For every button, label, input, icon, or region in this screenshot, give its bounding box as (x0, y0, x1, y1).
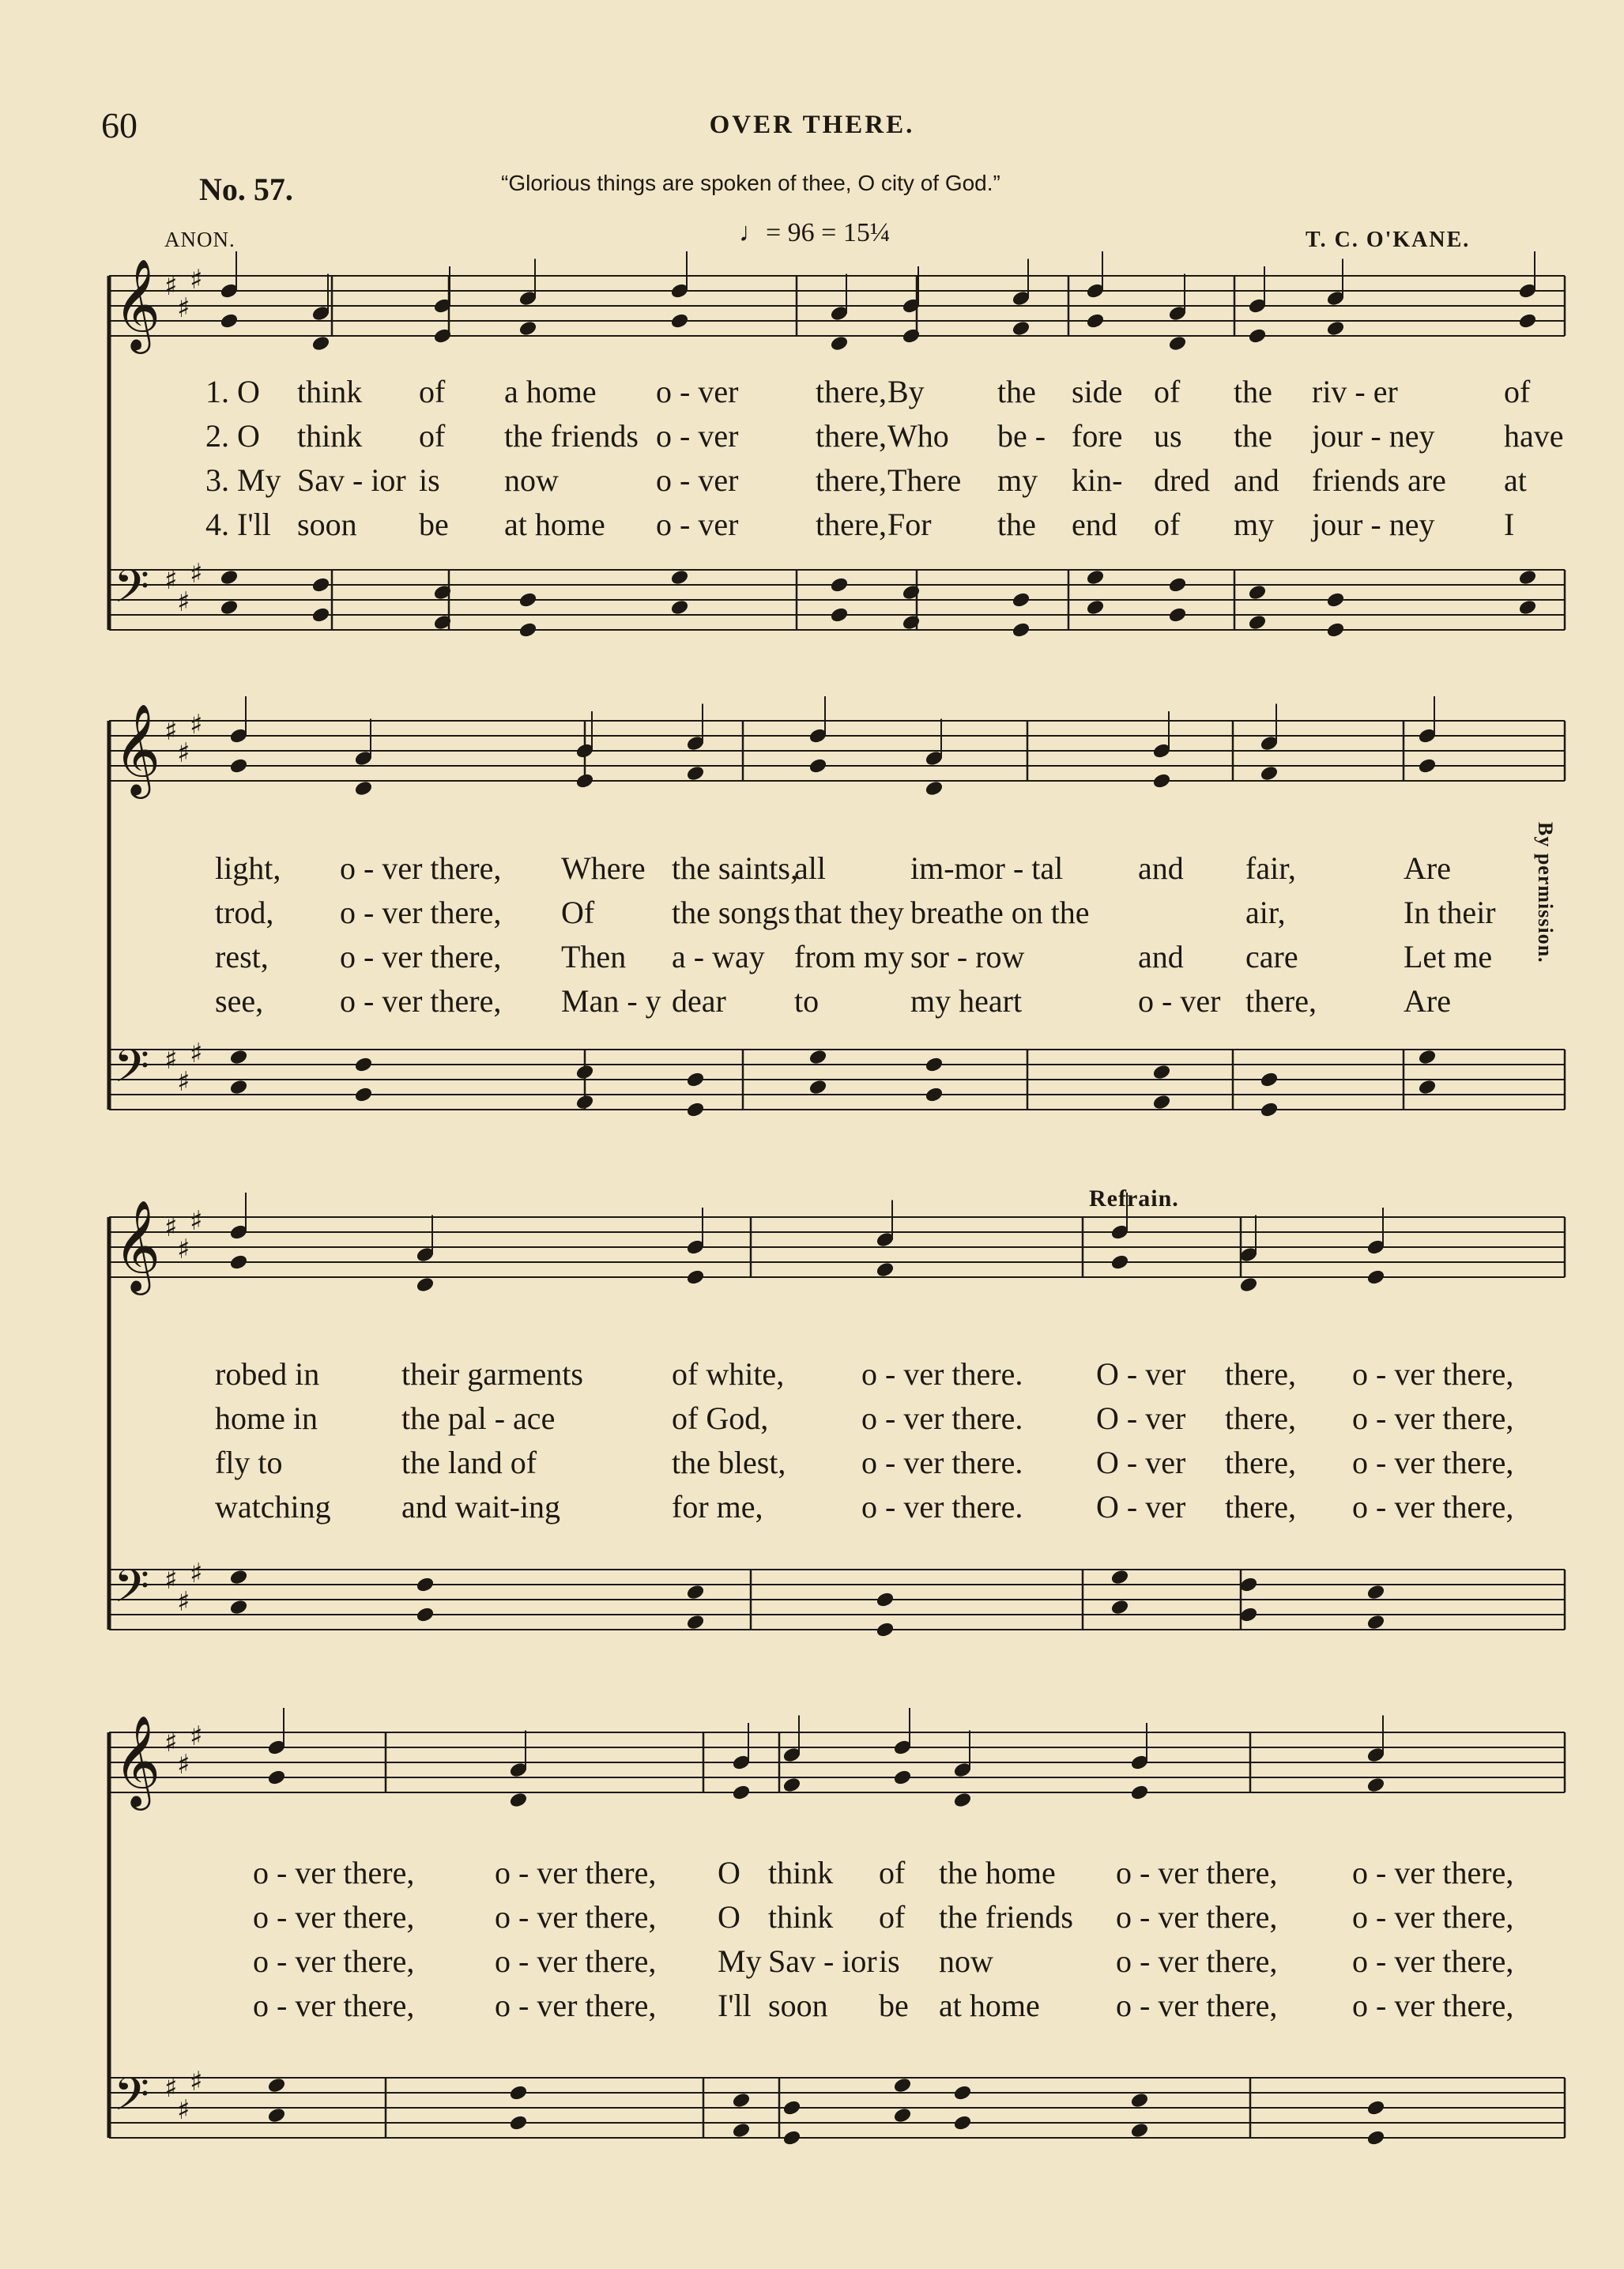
composer-credit: T. C. O'KANE. (1306, 228, 1471, 252)
note-head (518, 591, 537, 608)
note-head (311, 606, 330, 623)
lyric-syllable: o - ver there, (1352, 1943, 1514, 1979)
note-head (902, 614, 921, 631)
sharp-sign: ♯ (190, 2066, 203, 2098)
lyric-syllable: the home (939, 1855, 1056, 1890)
note-head (1518, 599, 1537, 616)
note-head (575, 1064, 594, 1080)
lyric-syllable: There (887, 462, 962, 498)
lyric-syllable: a home (504, 374, 597, 409)
lyric-syllable: dred (1154, 462, 1211, 498)
note-head (1326, 320, 1345, 337)
lyric-syllable: o - ver there, (340, 850, 502, 886)
lyric-syllable: o - ver there, (340, 895, 502, 930)
author-credit: ANON. (164, 228, 235, 251)
bass-clef: 𝄢 (114, 1559, 150, 1624)
lyric-syllable: at (1504, 462, 1527, 498)
note-head (1168, 335, 1187, 352)
note-head (686, 1101, 705, 1118)
lyric-syllable: o - ver there, (1116, 1988, 1278, 2023)
lyric-syllable: 3. My (205, 462, 281, 498)
note-head (267, 1769, 286, 1785)
lyric-syllable: o - ver there, (1352, 1489, 1514, 1525)
sharp-sign: ♯ (177, 1066, 190, 1098)
note-head (1366, 2129, 1385, 2146)
lyric-syllable: friends are (1312, 462, 1446, 498)
note-head (1110, 1569, 1129, 1585)
lyric-syllable: jour - ney (1312, 418, 1435, 454)
lyric-syllable: 1. O (205, 374, 260, 409)
note-head (876, 1621, 895, 1638)
lyric-syllable: think (768, 1855, 834, 1890)
sharp-sign: ♯ (177, 1234, 190, 1265)
note-head (1152, 1064, 1171, 1080)
lyric-syllable: side (1072, 374, 1123, 409)
note-head (1086, 312, 1105, 329)
sharp-sign: ♯ (164, 715, 178, 747)
lyric-syllable: o - ver there. (861, 1400, 1023, 1436)
note-head (518, 320, 537, 337)
note-head (1518, 312, 1537, 329)
permission-note: By permission. (1534, 822, 1557, 963)
lyric-syllable: think (297, 374, 363, 409)
note-head (267, 2107, 286, 2124)
note-head (1152, 772, 1171, 789)
lyric-syllable: the saints, (672, 850, 798, 886)
note-head (925, 1086, 944, 1102)
lyric-syllable: O - ver (1096, 1356, 1186, 1392)
lyric-syllable: By (887, 374, 925, 409)
tempo-marking: ♩= 96 = 15¼ (739, 218, 891, 247)
note-head (1366, 1584, 1385, 1600)
note-head (1012, 621, 1031, 638)
lyric-syllable: Sav - ior (297, 462, 406, 498)
lyric-syllable: think (297, 418, 363, 454)
lyric-syllable: o - ver there, (253, 1943, 415, 1979)
lyric-syllable: us (1154, 418, 1182, 454)
lyric-syllable: a - way (672, 939, 765, 974)
lyric-syllable: o - ver there, (1352, 1400, 1514, 1436)
sharp-sign: ♯ (177, 737, 190, 769)
lyric-syllable: robed in (215, 1356, 320, 1392)
lyric-syllable: the (997, 374, 1036, 409)
lyric-syllable: the friends (504, 418, 639, 454)
note-head (1366, 1268, 1385, 1285)
sharp-sign: ♯ (190, 1038, 203, 1069)
note-head (893, 1769, 912, 1785)
note-head (509, 1792, 528, 1808)
lyric-syllable: there, (1225, 1400, 1296, 1436)
note-head (1418, 1049, 1437, 1065)
lyric-syllable: Are (1404, 850, 1451, 886)
note-head (416, 1576, 435, 1592)
lyric-syllable: of (1154, 374, 1181, 409)
note-head (782, 1777, 801, 1793)
lyric-syllable: think (768, 1899, 834, 1935)
lyric-syllable: For (887, 507, 932, 542)
lyric-syllable: of (1154, 507, 1181, 542)
lyric-syllable: fore (1072, 418, 1123, 454)
lyric-syllable: riv - er (1312, 374, 1398, 409)
lyric-syllable: of (419, 374, 446, 409)
lyric-syllable: O - ver (1096, 1489, 1186, 1525)
sharp-sign: ♯ (177, 2094, 190, 2126)
note-head (902, 584, 921, 601)
note-head (782, 2129, 801, 2146)
lyric-syllable: there, (816, 374, 887, 409)
note-head (220, 569, 239, 586)
lyric-syllable: the blest, (672, 1445, 786, 1480)
note-head (354, 1086, 373, 1102)
note-head (1130, 2122, 1149, 2139)
note-head (953, 2114, 972, 2131)
note-head (876, 1591, 895, 1608)
lyric-syllable: Sav - ior (768, 1943, 877, 1979)
note-head (686, 765, 705, 782)
lyric-syllable: of white, (672, 1356, 785, 1392)
note-head (1239, 1576, 1258, 1592)
lyric-syllable: o - ver there, (253, 1855, 415, 1890)
lyric-syllable: Then (561, 939, 627, 974)
lyric-syllable: their garments (401, 1356, 583, 1392)
lyric-syllable: of (879, 1899, 906, 1935)
note-head (1518, 569, 1537, 586)
lyric-syllable: for me, (672, 1489, 763, 1525)
lyric-syllable: there, (1225, 1356, 1296, 1392)
note-head (1012, 591, 1031, 608)
note-head (267, 2077, 286, 2094)
lyric-syllable: Who (887, 418, 949, 454)
clefs (114, 258, 202, 2132)
note-head (1366, 1614, 1385, 1630)
lyric-syllable: O - ver (1096, 1445, 1186, 1480)
lyric-syllable: my heart (910, 983, 1023, 1019)
note-head (575, 1094, 594, 1110)
note-head (670, 569, 689, 586)
lyric-syllable: and (1138, 850, 1184, 886)
sharp-sign: ♯ (190, 558, 203, 590)
note-head (1239, 1276, 1258, 1293)
lyric-syllable: kin- (1072, 462, 1123, 498)
lyric-syllable: at home (504, 507, 605, 542)
lyric-syllable: o - ver there, (495, 1943, 657, 1979)
note-head (782, 2099, 801, 2116)
lyric-syllable: soon (768, 1988, 828, 2023)
sharp-sign: ♯ (164, 564, 178, 596)
note-head (1326, 621, 1345, 638)
note-head (1366, 1777, 1385, 1793)
lyric-syllable: at home (939, 1988, 1040, 2023)
lyric-syllable: end (1072, 507, 1117, 542)
note-head (686, 1071, 705, 1087)
lyric-syllable: there, (1225, 1489, 1296, 1525)
lyric-syllable: jour - ney (1312, 507, 1435, 542)
lyric-syllable: there, (816, 462, 887, 498)
lyric-syllable: o - ver there, (1116, 1899, 1278, 1935)
note-head (518, 621, 537, 638)
lyric-syllable: o - ver there, (340, 939, 502, 974)
note-head (229, 1253, 248, 1270)
lyric-syllable: from my (794, 939, 904, 974)
sharp-sign: ♯ (164, 1564, 178, 1596)
note-head (732, 1784, 751, 1800)
note-head (902, 327, 921, 344)
lyric-syllable: o - ver there, (1352, 1356, 1514, 1392)
lyric-syllable: now (939, 1943, 993, 1979)
lyric-syllable: there, (1225, 1445, 1296, 1480)
treble-clef: 𝄞 (114, 1199, 161, 1291)
lyric-syllable: be - (997, 418, 1046, 454)
lyric-syllable: o - ver there, (1352, 1855, 1514, 1890)
note-head (1012, 320, 1031, 337)
lyric-syllable: and (1234, 462, 1279, 498)
note-head (1086, 569, 1105, 586)
note-head (953, 2084, 972, 2101)
lyric-syllable: o - ver there, (1352, 1988, 1514, 2023)
lyric-syllable: Of (561, 895, 595, 930)
page-title: OVER THERE. (709, 111, 915, 139)
note-head (808, 1079, 827, 1095)
note-head (925, 1056, 944, 1072)
lyric-syllable: the pal - ace (401, 1400, 556, 1436)
note-head (354, 1056, 373, 1072)
lyric-syllable: home in (215, 1400, 318, 1436)
lyric-syllable: the (1234, 418, 1272, 454)
lyric-syllable: Let me (1404, 939, 1493, 974)
note-head (1248, 614, 1267, 631)
note-head (1326, 591, 1345, 608)
note-head (575, 772, 594, 789)
note-head (686, 1268, 705, 1285)
sharp-sign: ♯ (164, 2072, 178, 2104)
note-head (229, 757, 248, 774)
lyric-syllable: care (1245, 939, 1298, 974)
lyric-syllable: o - ver there, (495, 1855, 657, 1890)
lyric-syllable: Where (561, 850, 646, 886)
lyric-syllable: o - ver there, (1116, 1855, 1278, 1890)
lyric-syllable: watching (215, 1489, 331, 1525)
lyric-syllable: my (1234, 507, 1275, 542)
lyric-syllable: the friends (939, 1899, 1073, 1935)
note-head (893, 2077, 912, 2094)
lyric-syllable: Are (1404, 983, 1451, 1019)
lyric-syllable: soon (297, 507, 357, 542)
note-head (229, 1599, 248, 1615)
lyric-syllable: my (997, 462, 1038, 498)
sharp-sign: ♯ (177, 586, 190, 618)
lyric-syllable: o - ver there, (253, 1899, 415, 1935)
bass-clef: 𝄢 (114, 560, 150, 624)
treble-clef: 𝄞 (114, 1714, 161, 1807)
lyric-syllable: o - ver there, (495, 1899, 657, 1935)
lyric-syllable: My (718, 1943, 762, 1979)
note-head (830, 606, 849, 623)
bass-clef: 𝄢 (114, 1039, 150, 1104)
note-head (509, 2114, 528, 2131)
note-head (830, 576, 849, 593)
note-head (686, 1614, 705, 1630)
lyric-syllable: be (419, 507, 449, 542)
lyric-syllable: of God, (672, 1400, 769, 1436)
lyric-syllable: o - ver there, (1352, 1899, 1514, 1935)
lyric-syllable: and (1138, 939, 1184, 974)
sharp-sign: ♯ (190, 1721, 203, 1752)
lyric-syllable: of (1504, 374, 1531, 409)
note-head (732, 2092, 751, 2109)
note-head (1130, 2092, 1149, 2109)
lyric-syllable: o - ver (656, 418, 739, 454)
note-head (1248, 327, 1267, 344)
lyric-syllable: fly to (215, 1445, 283, 1480)
sharp-sign: ♯ (164, 1044, 178, 1076)
note-head (1366, 2099, 1385, 2116)
note-head (416, 1276, 435, 1293)
note-head (1418, 757, 1437, 774)
note-head (229, 1049, 248, 1065)
lyric-syllable: o - ver there, (340, 983, 502, 1019)
lyric-syllable: be (879, 1988, 909, 2023)
lyric-syllable: I (1504, 507, 1515, 542)
note-head (1248, 584, 1267, 601)
lyric-syllable: o - ver (1138, 983, 1221, 1019)
lyric-syllable: O - ver (1096, 1400, 1186, 1436)
note-head (808, 757, 827, 774)
sharp-sign: ♯ (177, 1586, 190, 1618)
lyric-syllable: o - ver (656, 507, 739, 542)
lyric-syllable: dear (672, 983, 726, 1019)
note-head (1260, 1101, 1279, 1118)
refrain-label: Refrain. (1089, 1185, 1179, 1212)
note-head (416, 1606, 435, 1623)
note-head (808, 1049, 827, 1065)
note-head (876, 1261, 895, 1278)
lyric-syllable: 2. O (205, 418, 260, 454)
lyric-syllable: see, (215, 983, 264, 1019)
lyric-syllable: sor - row (910, 939, 1025, 974)
lyric-syllable: is (879, 1943, 900, 1979)
lyric-syllable: is (419, 462, 440, 498)
note-head (953, 1792, 972, 1808)
lyric-syllable: rest, (215, 939, 269, 974)
sharp-sign: ♯ (164, 1727, 178, 1758)
lyric-syllable: air, (1245, 895, 1286, 930)
sharp-sign: ♯ (177, 1749, 190, 1781)
lyric-syllable: have (1504, 418, 1564, 454)
lyric-syllable: the land of (401, 1445, 537, 1480)
note-head (1168, 576, 1187, 593)
lyric-syllable: o - ver there, (495, 1988, 657, 2023)
lyric-syllable: of (879, 1855, 906, 1890)
lyric-syllable: light, (215, 850, 281, 886)
note-head (732, 2122, 751, 2139)
hymn-number: No. 57. (199, 171, 293, 207)
lyric-syllable: that they (794, 895, 904, 930)
note-head (1418, 1079, 1437, 1095)
lyric-syllable: In their (1404, 895, 1496, 930)
note-head (830, 335, 849, 352)
sharp-sign: ♯ (177, 292, 190, 324)
note-head (354, 780, 373, 797)
lyric-syllable: o - ver there. (861, 1445, 1023, 1480)
lyric-syllable: 4. I'll (205, 507, 271, 542)
lyric-syllable: O (718, 1855, 740, 1890)
lyric-syllable: I'll (718, 1988, 752, 2023)
note-head (311, 335, 330, 352)
lyric-syllable: o - ver there, (1116, 1943, 1278, 1979)
sharp-sign: ♯ (190, 1558, 203, 1589)
lyric-syllable: all (794, 850, 826, 886)
note-head (670, 599, 689, 616)
note-head (1110, 1599, 1129, 1615)
note-head (1260, 765, 1279, 782)
lyric-syllable: fair, (1245, 850, 1296, 886)
note-head (670, 312, 689, 329)
lyric-syllable: im-mor - tal (910, 850, 1064, 886)
sharp-sign: ♯ (190, 709, 203, 741)
lyric-syllable: to (794, 983, 820, 1019)
lyric-syllable: the (1234, 374, 1272, 409)
lyric-syllable: there, (816, 507, 887, 542)
lyric-syllable: o - ver there, (1352, 1445, 1514, 1480)
sharp-sign: ♯ (164, 1212, 178, 1243)
lyric-syllable: o - ver there. (861, 1489, 1023, 1525)
note-head (1110, 1253, 1129, 1270)
lyric-syllable: o - ver (656, 462, 739, 498)
note-head (1168, 606, 1187, 623)
lyric-syllable: the songs (672, 895, 790, 930)
lyric-syllable: there, (816, 418, 887, 454)
note-head (686, 1584, 705, 1600)
lyric-syllable: the (997, 507, 1036, 542)
note-head (1239, 1606, 1258, 1623)
lyric-syllable: now (504, 462, 559, 498)
lyric-syllable: of (419, 418, 446, 454)
page-number: 60 (101, 105, 138, 145)
note-head (1086, 599, 1105, 616)
note-head (1152, 1094, 1171, 1110)
lyric-syllable: and wait-ing (401, 1489, 561, 1525)
lyric-syllable: Man - y (561, 983, 661, 1019)
lyric-syllable: O (718, 1899, 740, 1935)
bass-clef: 𝄢 (114, 2067, 150, 2132)
treble-clef: 𝄞 (114, 258, 161, 350)
note-head (509, 2084, 528, 2101)
sharp-sign: ♯ (190, 1205, 203, 1237)
note-head (229, 1569, 248, 1585)
lyric-syllable: o - ver there. (861, 1356, 1023, 1392)
epigraph: “Glorious things are spoken of thee, O city of God.” (501, 171, 1000, 195)
treble-clef: 𝄞 (114, 703, 161, 795)
lyric-syllable: there, (1245, 983, 1317, 1019)
sharp-sign: ♯ (164, 270, 178, 302)
note-head (229, 1079, 248, 1095)
note-head (220, 312, 239, 329)
note-head (893, 2107, 912, 2124)
lyric-syllable: trod, (215, 895, 274, 930)
sharp-sign: ♯ (190, 264, 203, 296)
lyric-syllable: o - ver there, (253, 1988, 415, 2023)
note-head (925, 780, 944, 797)
note-head (1130, 1784, 1149, 1800)
note-head (1260, 1071, 1279, 1087)
lyric-syllable: breathe on the (910, 895, 1090, 930)
note-head (311, 576, 330, 593)
lyric-syllable: o - ver (656, 374, 739, 409)
note-head (220, 599, 239, 616)
